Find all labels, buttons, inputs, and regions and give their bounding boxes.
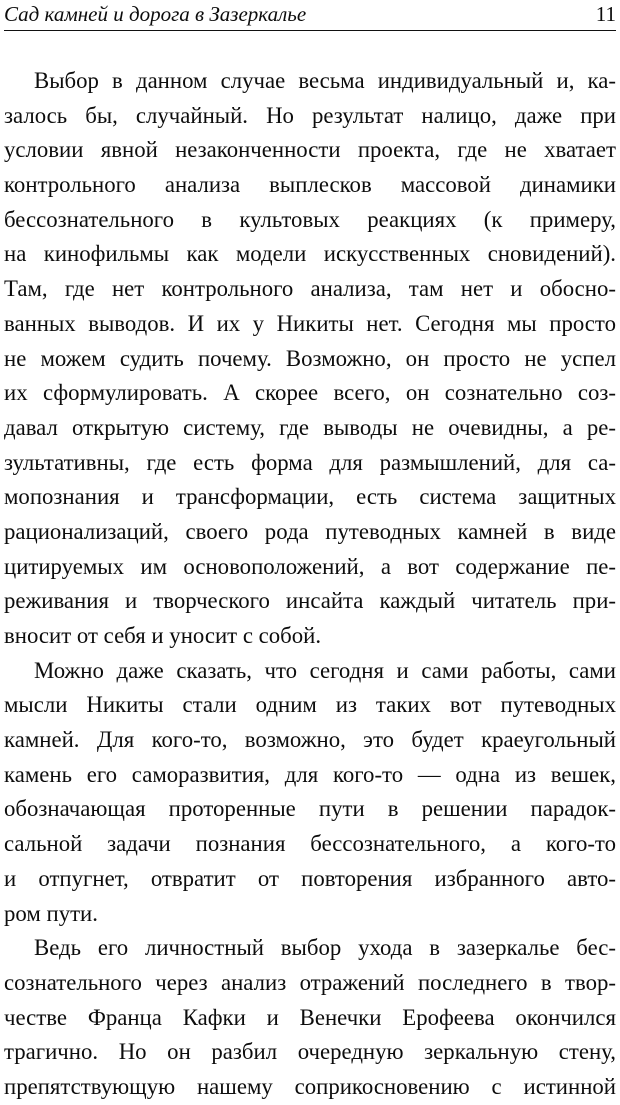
- page-number: 11: [595, 2, 616, 26]
- paragraph-1: [4, 64, 616, 654]
- text-line: Можно даже сказать, что сегодня и сами работы, сами: [34, 657, 616, 683]
- text-line: и отпугнет, отвратит от повторения избранного авто-: [4, 865, 616, 891]
- running-title: Сад камней и дорога в Зазеркалье: [4, 2, 307, 26]
- body-text: [4, 64, 616, 1105]
- running-header: [4, 0, 616, 31]
- text-line: реживания и творческого инсайта каждый читатель при-: [4, 588, 616, 614]
- text-line: честве Франца Кафки и Венечки Ерофеева окончился: [4, 1004, 616, 1030]
- text-line: сознательного через анализ отражений последнего в твор-: [4, 969, 616, 995]
- text-line: препятствующую нашему соприкосновению с истинной: [4, 1073, 616, 1099]
- text-line: давал открытую систему, где выводы не очевидны, а ре-: [4, 414, 616, 440]
- text-line: зультативны, где есть форма для размышлений, для са-: [4, 449, 616, 475]
- text-line: сальной задачи познания бессознательного, а кого-то: [4, 831, 616, 857]
- text-line: не можем судить почему. Возможно, он просто не успел: [4, 345, 616, 371]
- text-line: ванных выводов. И их у Никиты нет. Сегодня мы просто: [4, 310, 616, 336]
- text-line: контрольного анализа выплесков массовой динамики: [4, 172, 616, 198]
- text-line: цитируемых им основоположений, а вот содержание пе-: [4, 553, 616, 579]
- text-line: обозначающая проторенные пути в решении парадок-: [4, 796, 616, 822]
- text-line: мысли Никиты стали одним из таких вот путеводных: [4, 692, 616, 718]
- text-line: бессознательного в культовых реакциях (к примеру,: [4, 206, 616, 232]
- text-line: трагично. Но он разбил очередную зеркальную стену,: [4, 1039, 616, 1065]
- text-line: Выбор в данном случае весьма индивидуальный и, ка-: [34, 68, 616, 93]
- text-line: Ведь его личностный выбор ухода в зазеркалье бес-: [34, 935, 616, 961]
- text-line: мопознания и трансформации, есть система защитных: [4, 484, 616, 510]
- text-line: их сформулировать. А скорее всего, он сознательно соз-: [4, 380, 616, 406]
- text-line: ром пути.: [4, 900, 98, 926]
- text-line: рационализаций, своего рода путеводных камней в виде: [4, 518, 616, 544]
- text-line: Там, где нет контрольного анализа, там нет и обосно-: [4, 276, 616, 302]
- paragraph-3: [4, 931, 616, 1104]
- text-line: камней. Для кого-то, возможно, это будет краеугольный: [4, 727, 616, 753]
- text-line: условии явной незаконченности проекта, где не хватает: [4, 137, 616, 163]
- text-line: вносит от себя и уносит с собой.: [4, 623, 322, 648]
- text-line: на кинофильмы как модели искусственных сновидений).: [4, 241, 616, 267]
- text-line: камень его саморазвития, для кого-то — одна из вешек,: [4, 761, 616, 787]
- text-line: залось бы, случайный. Но результат налицо, даже при: [4, 102, 616, 128]
- paragraph-2: [4, 654, 616, 932]
